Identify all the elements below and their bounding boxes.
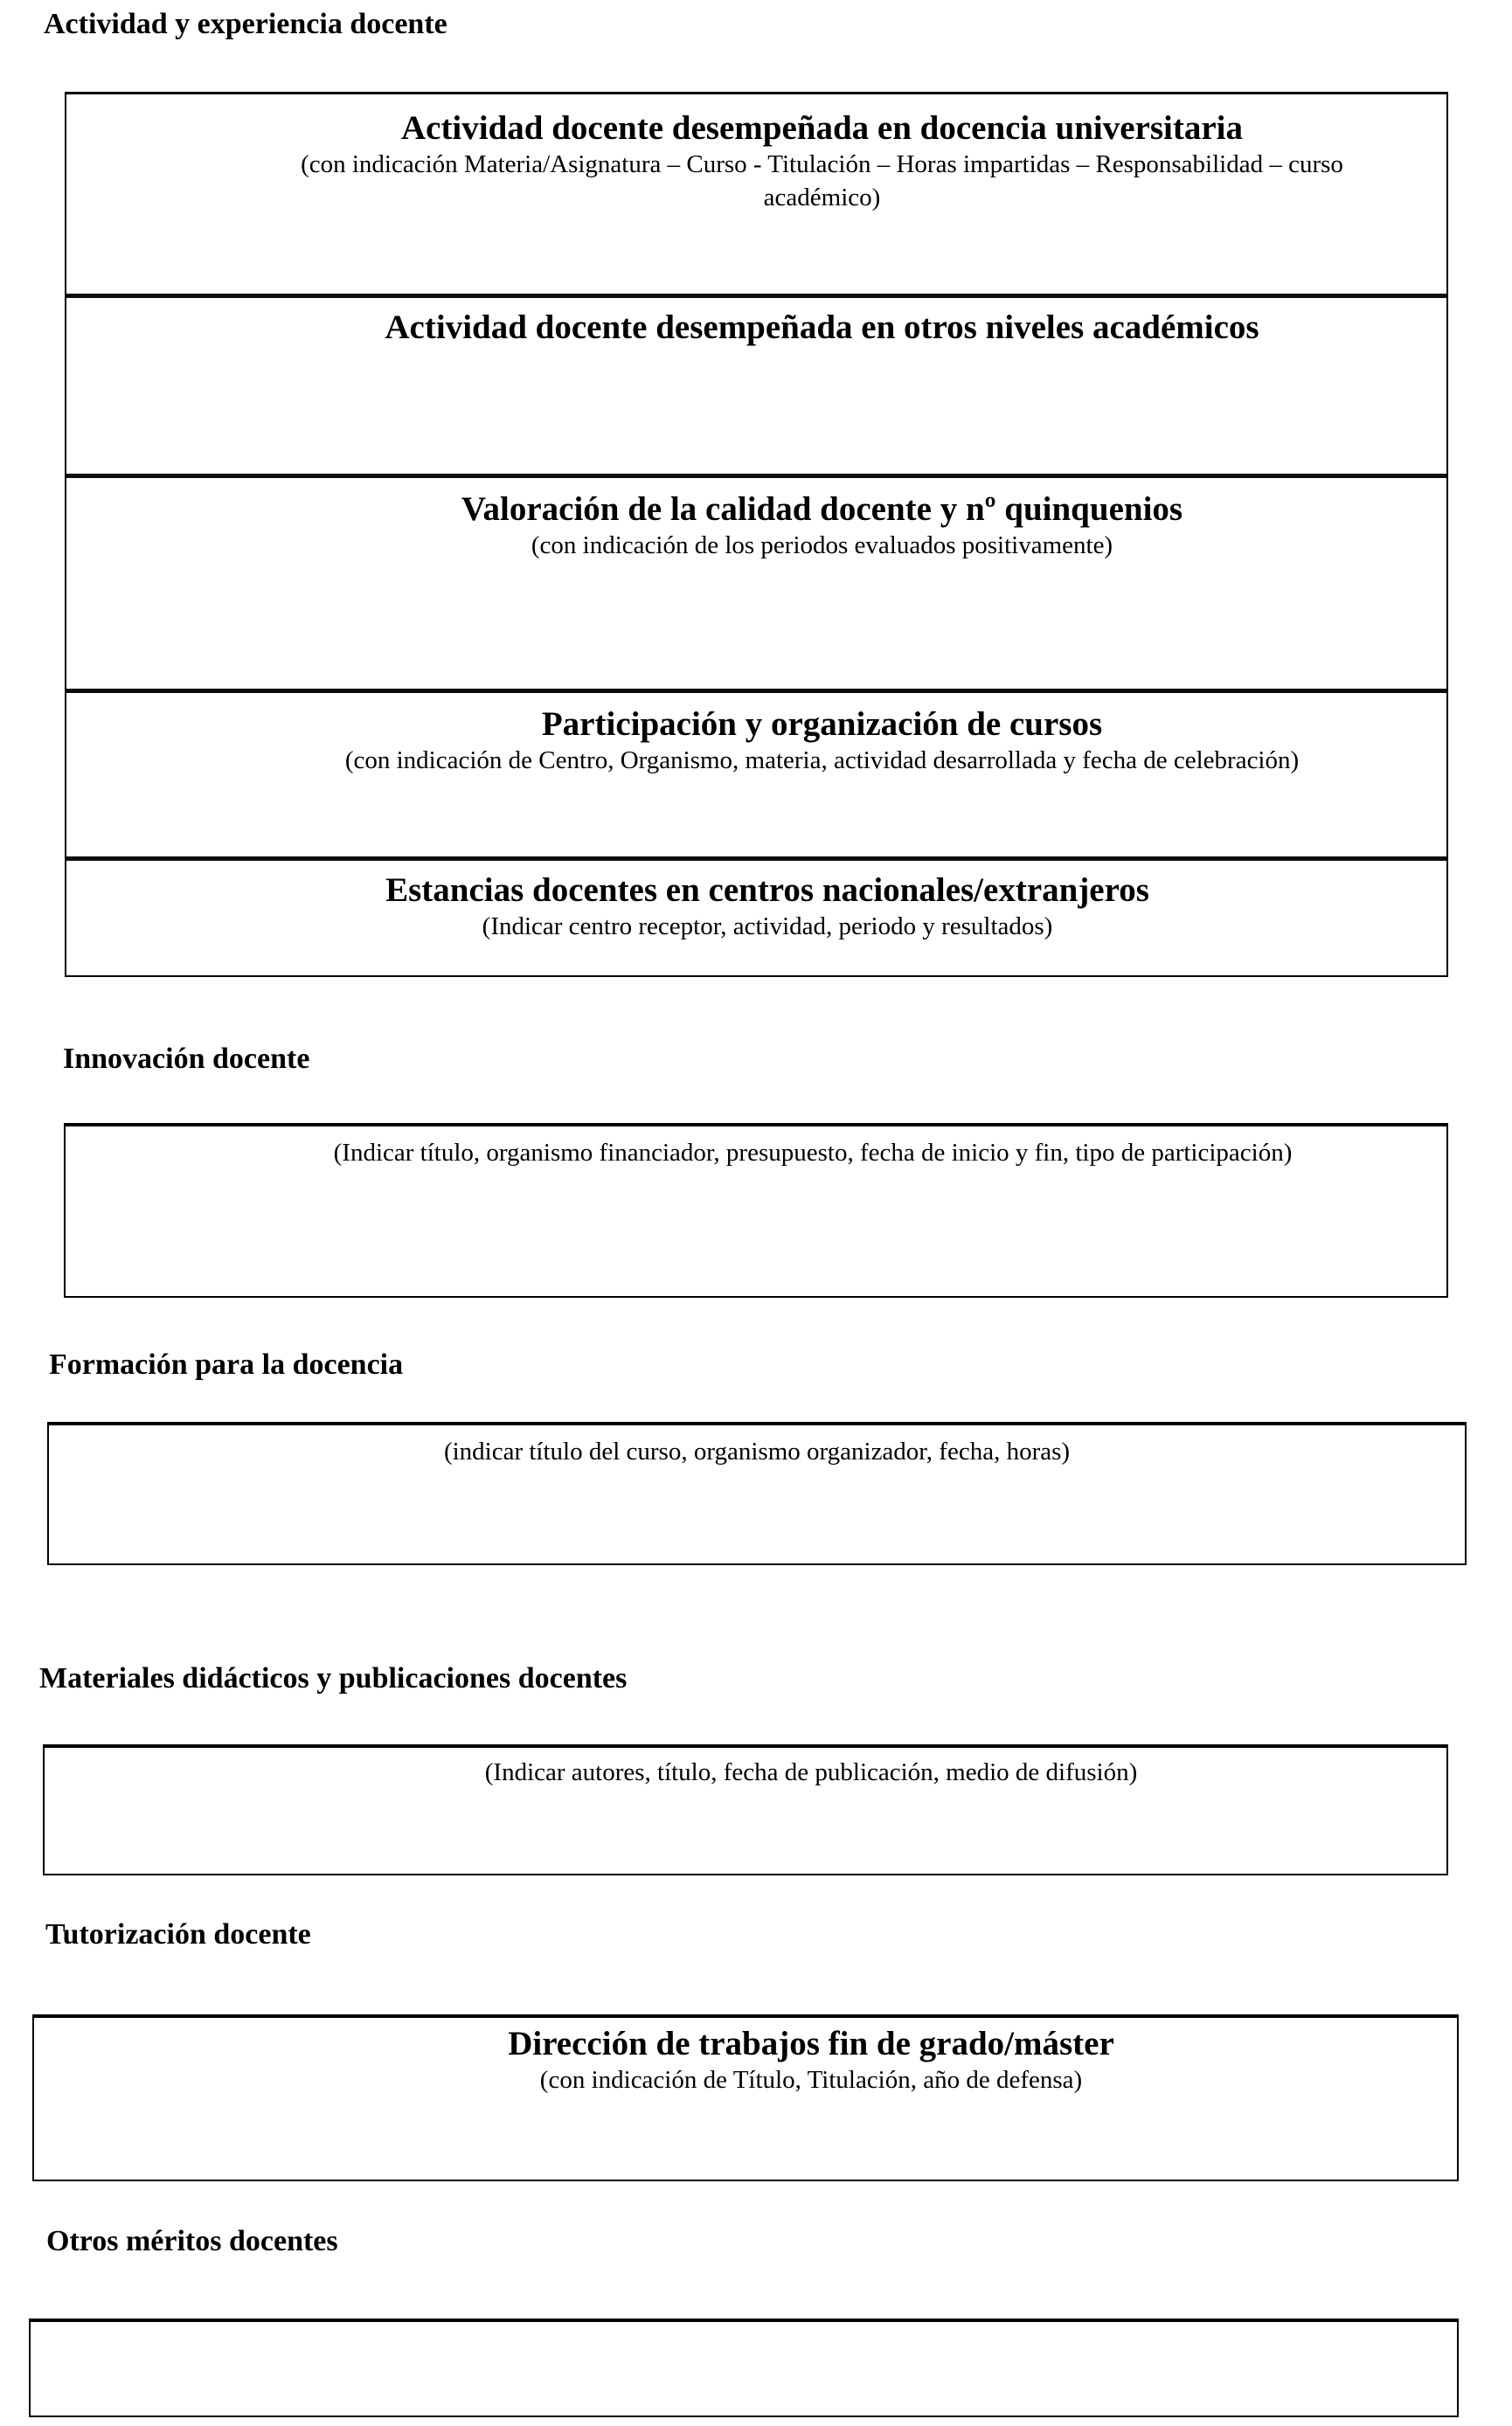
table-row-university-teaching [66,94,1446,298]
formacion-docencia-box [47,1422,1467,1565]
teaching-activity-table [65,92,1448,977]
row-title: Valoración de la calidad docente y nº quinquenios [461,490,1183,528]
materiales-didacticos-box [43,1744,1448,1875]
cell-otros-meritos [31,2322,1457,2416]
section-heading-formacion-docencia: Formación para la docencia [49,1348,404,1381]
cell-course-participation [66,693,1446,856]
box-hint: (Indicar autores, título, fecha de publicación, medio de difusión) [484,1758,1138,1786]
cell-formacion-docencia [49,1425,1465,1563]
cell-other-levels [66,298,1446,474]
cell-university-teaching [66,94,1446,294]
box-subtitle: (con indicación de Título, Titulación, año de defensa) [539,2065,1083,2094]
box-hint: (Indicar título, organismo financiador, presupuesto, fecha de inicio y fin, tipo de participación) [333,1139,1293,1167]
cell-tutorizacion-docente [34,2018,1457,2180]
row-subtitle-line2: académico) [763,183,881,211]
section-heading-tutorizacion-docente: Tutorización docente [45,1918,311,1951]
row-title: Estancias docentes en centros nacionales/extranjeros [385,871,1149,909]
row-subtitle: (Indicar centro receptor, actividad, periodo y resultados) [482,911,1053,940]
row-subtitle: (con indicación de Centro, Organismo, materia, actividad desarrollada y fecha de celebración) [344,745,1300,774]
tutorizacion-docente-box [32,2014,1459,2181]
section-heading-materiales-didacticos: Materiales didácticos y publicaciones docentes [39,1662,628,1695]
row-title: Participación y organización de cursos [541,705,1103,743]
section-heading-innovacion-docente: Innovación docente [63,1043,310,1075]
table-row-quality-assessment [66,478,1446,693]
cell-quality-assessment [66,478,1446,689]
cell-innovacion-docente [66,1126,1446,1296]
table-row-course-participation [66,693,1446,861]
cell-teaching-stays [66,861,1446,975]
box-title: Dirección de trabajos fin de grado/máster [508,2025,1114,2062]
row-subtitle-line1: (con indicación Materia/Asignatura – Curso - Titulación – Horas impartidas – Responsabilidad – curso [301,149,1343,178]
page-heading: Actividad y experiencia docente [44,8,447,40]
otros-meritos-box [29,2319,1459,2417]
box-hint: (indicar título del curso, organismo organizador, fecha, horas) [443,1438,1071,1466]
table-row-other-levels [66,298,1446,478]
row-title: Actividad docente desempeñada en otros niveles académicos [385,308,1259,346]
row-title: Actividad docente desempeñada en docencia universitaria [400,109,1244,147]
table-row-teaching-stays [66,861,1446,975]
section-heading-otros-meritos: Otros méritos docentes [46,2225,338,2257]
cell-materiales-didacticos [45,1748,1446,1874]
innovacion-docente-box [64,1123,1448,1298]
row-subtitle: (con indicación de los periodos evaluados positivamente) [531,530,1113,559]
